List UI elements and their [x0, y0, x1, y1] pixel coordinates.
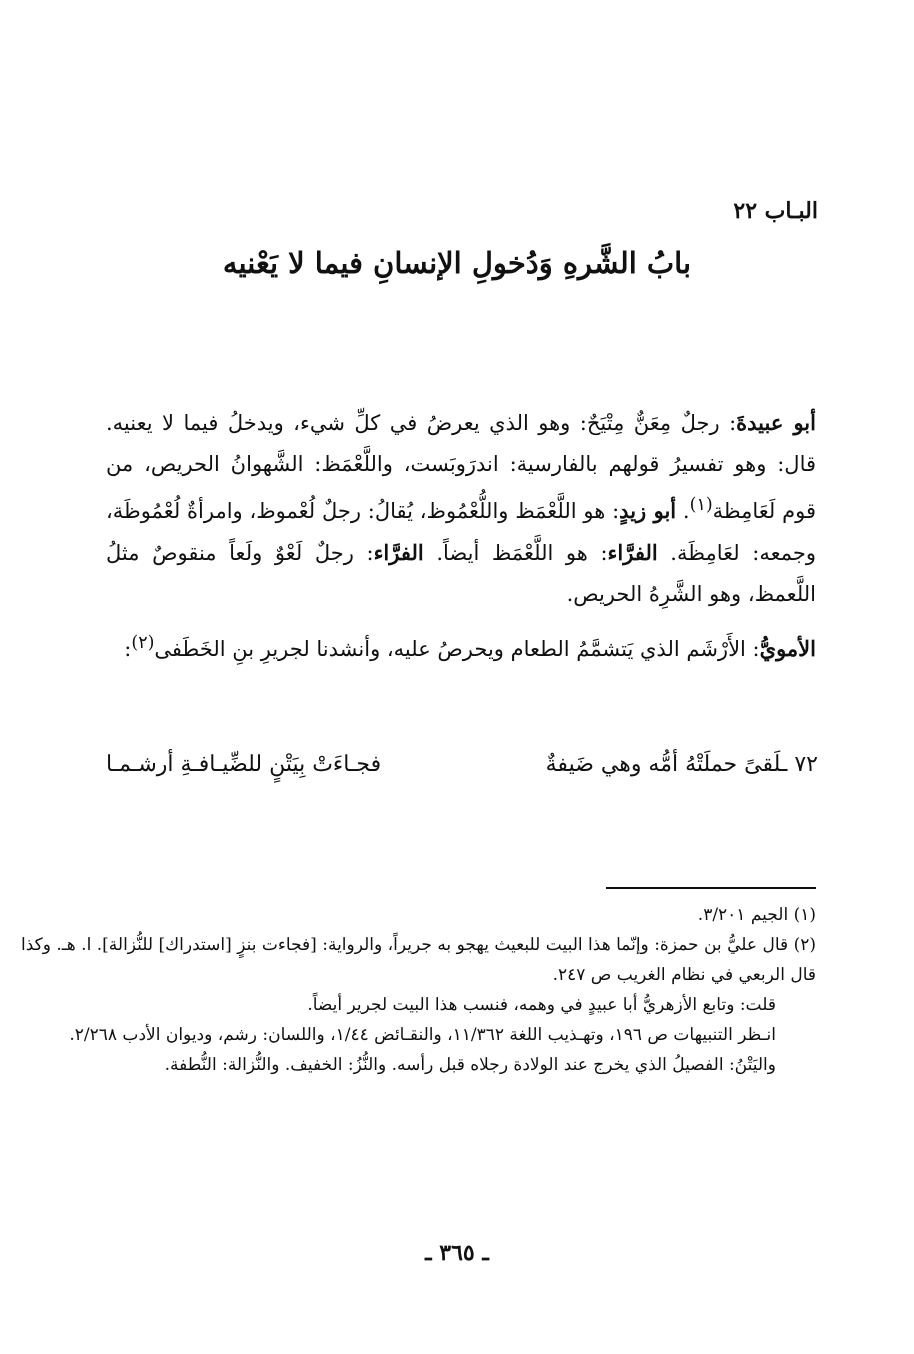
poem-verse — [106, 752, 818, 777]
speaker-name: أبو زيدٍ — [619, 498, 677, 523]
footnote-ref: (١) — [689, 495, 713, 515]
paragraph-abu-ubayda — [106, 402, 816, 615]
footnote-1: (١) الجيم ٣/٢٠١. — [697, 905, 816, 925]
chapter-title: بابُ الشَّرهِ وَدُخولِ الإنسانِ فيما لا يَعْنيه — [222, 246, 692, 280]
footnote-2: (٢) قال عليُّ بن حمزة: وإنّما هذا البيت للبعيث يهجو به جريراً، والرواية: [فجاءت بنزٍ [استدراك] للنُّزالة]. ا. هـ. وكذا قال الربعي في نظام الغريب ص ٢٤٧. — [21, 935, 816, 985]
speaker-name: أبو عبيدةَ — [736, 410, 816, 435]
main-text — [106, 402, 816, 678]
speaker-name: الفرَّاء — [607, 540, 658, 565]
paragraph-umawi — [106, 623, 816, 670]
footnote-2-note: انـظر التنبيهات ص ١٩٦، وتهـذيب اللغة ١١/٣٦٢، والنقـائض ١/٤٤، واللسان: رشم، وديوان الأدب ٢/٢٦٨. — [69, 1025, 776, 1045]
paragraph-text: : هو اللَّعْمَظ واللُّعْمُوظ، يُقالُ: رجلٌ لُعْموظ، وامرأةٌ لُعْمُوظَة، وجمعه: لعَامِظَة. — [106, 499, 816, 565]
page-number: ـ ٣٦٥ ـ — [425, 1240, 489, 1266]
verse-first-hemistich-text: لَقىً حملَتْهُ أمُّه وهي ضَيفةٌ — [545, 752, 781, 777]
footnote-2-note: واليَتْنُ: الفصيلُ الذي يخرج عند الولادة رجلاه قبل رأسه. والنُّزُ: الخفيف. والنُّزالة: النُّطفة. — [164, 1055, 776, 1075]
chapter-label: البـاب ٢٢ — [733, 198, 818, 224]
paragraph-text: . — [676, 499, 690, 523]
paragraph-text: : الأَرْشَم الذي يَتشمَّمُ الطعام ويحرصُ عليه، وأنشدنا لجريرِ بنِ الخَطَفى — [154, 637, 760, 661]
footnote-divider — [606, 887, 816, 889]
speaker-name: الأمويُّ — [759, 636, 816, 661]
paragraph-text: : رجلٌ لَعْوٌ ولَعاً منقوصٌ مثلُ اللَّعمظ، وهو الشَّرِهُ الحريص. — [106, 541, 816, 606]
paragraph-text: : — [124, 637, 132, 661]
verse-number: ٧٢ ـ — [780, 752, 818, 777]
speaker-name: الفرَّاء — [373, 540, 424, 565]
paragraph-text: : رجلٌ مِعَنٌّ مِتْيَحٌ: وهو الذي يعرضُ في كلِّ شيء، ويدخلُ فيما لا يعنيه. قال: وهو تفسيرُ قولهم بالفارسية: اندرَوبَست، واللَّعْمَظ: الشَّهوانُ الحريص، من قوم لَعَامِظة — [106, 411, 817, 523]
paragraph-text: : هو اللَّعْمَظ أيضاً. — [423, 541, 608, 565]
footnote-ref: (٢) — [131, 633, 155, 653]
footnotes — [21, 900, 816, 1080]
footnote-2-note: قلت: وتابع الأزهريُّ أبا عبيدٍ في وهمه، فنسب هذا البيت لجرير أيضاً. — [307, 995, 776, 1015]
verse-first-hemistich — [546, 752, 818, 777]
verse-second-hemistich: فجـاءَتْ بِيَتْنٍ للضِّيـافـةِ أرشـمـا — [106, 752, 382, 777]
